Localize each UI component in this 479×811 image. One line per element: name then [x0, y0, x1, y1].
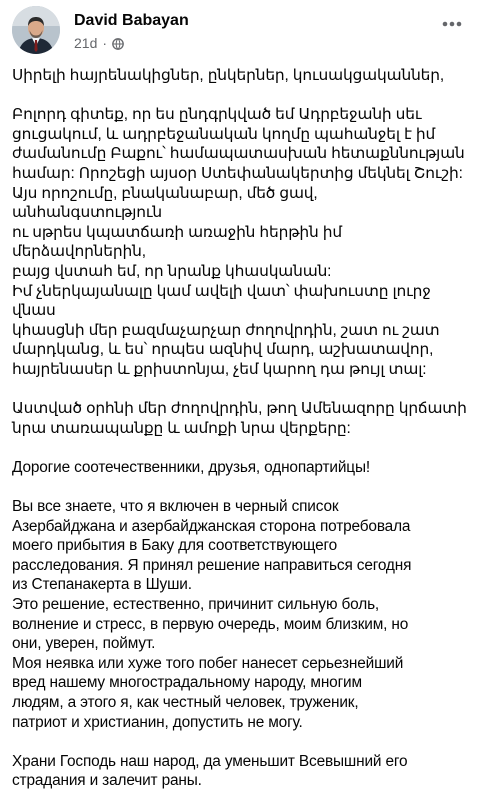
post-time[interactable]: 21d	[74, 35, 98, 51]
post-paragraph: Բոլորդ գիտեք, որ ես ընդգրկված եմ Ադրբեջանի սեւ ցուցակում, և ադրբեջանական կողմը պահանջել է իմ ժամանումը Բաքու՝ համապատասխան հետաքննության համար: Որոշեցի այսօր Ստեփանակերտից մեկնել Շուշի: Այս որոշումը, բնականաբար, մեծ ցավ, անհանգստություն ու սթրես կպատճառի առաջին հերթին իմ մերձավորներին, բայց վստահ եմ, որ նրանք կհասկանան: Իմ չներկայանալը կամ ավելի վատ՝ փախուստը լուրջ վնաս կհասցնի մեր բազմաչարչար ժողովրդին, շատ ու շատ մարդկանց, և ես՝ որպես ազնիվ մարդ, աշխատավոր, հայրենասեր և քրիստոնյա, չեմ կարող դա թույլ տալ:	[12, 106, 465, 378]
post-paragraph: Աստված օրհնի մեր ժողովրդին, թող Ամենազորը կրճատի նրա տառապանքը և ամոքի նրա վերքերը:	[12, 400, 467, 437]
post-header	[12, 6, 467, 54]
post-text	[12, 66, 468, 811]
meta-separator: ·	[102, 35, 108, 51]
post-paragraph: Սիրելի հայրենակիցներ, ընկերներ, կուսակցականներ,	[12, 67, 445, 84]
globe-icon[interactable]	[112, 37, 124, 49]
more-options-icon[interactable]	[437, 14, 467, 34]
post-paragraph: Храни Господь наш народ, да уменьшит Всевышний его страдания и залечит раны.	[12, 752, 408, 790]
post-meta	[74, 35, 124, 51]
post-paragraph: Вы все знаете, что я включен в черный список Азербайджана и азербайджанская сторона потребовала моего прибытия в Баку для соответствующего расследования. Я принял решение направиться сегодня из Степанакерта в Шуши. Это решение, естественно, причинит сильную боль, волнение и стресс, в первую очередь, моим близким, но они, уверен, поймут. Моя неявка или хуже того побег нанесет серьезнейший вред нашему многострадальному народу, многим людям, а этого я, как честный человек, труженик, патриот и христианин, допустить не могу.	[12, 498, 412, 731]
author-avatar[interactable]	[12, 6, 60, 54]
author-name[interactable]: David Babayan	[74, 12, 189, 29]
post-paragraph: Дорогие соотечественники, друзья, однопартийцы!	[12, 458, 371, 476]
